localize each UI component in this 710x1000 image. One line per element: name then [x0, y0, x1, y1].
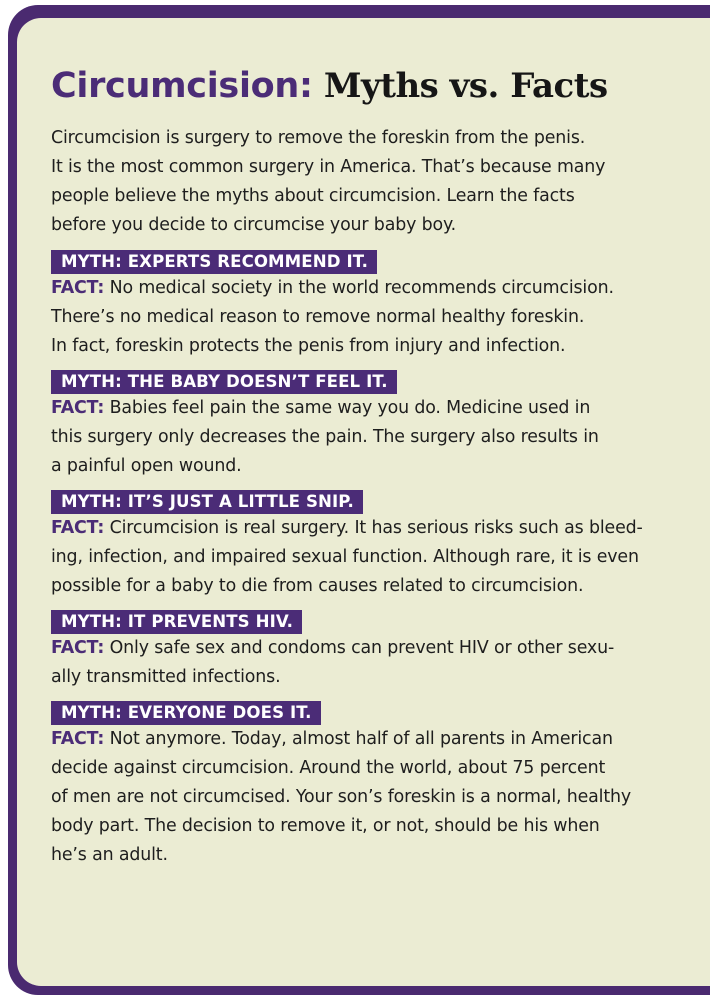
fact-line: of men are not circumcised. Your son’s foreskin is a normal, healthy [51, 787, 632, 807]
intro-line: people believe the myths about circumcision. Learn the facts [51, 186, 575, 206]
fact-text: Babies feel pain the same way you do. Medicine used in [104, 398, 591, 418]
title-topic: Circumcision: [51, 66, 313, 106]
fact-line: In fact, foreskin protects the penis from injury and infection. [51, 336, 566, 356]
intro-line: Circumcision is surgery to remove the foreskin from the penis. [51, 128, 586, 148]
intro-line: before you decide to circumcise your baby boy. [51, 215, 457, 235]
fact-line: ally transmitted infections. [51, 667, 281, 687]
page-title [51, 58, 671, 114]
fact-line [51, 394, 671, 423]
fact-paragraph [51, 634, 671, 692]
card-content [51, 58, 671, 870]
fact-line: this surgery only decreases the pain. The surgery also results in [51, 427, 599, 447]
fact-text: Only safe sex and condoms can prevent HIV or other sexu- [104, 638, 615, 658]
intro-paragraph [51, 124, 671, 240]
fact-label: FACT: [51, 518, 105, 538]
fact-line: ing, infection, and impaired sexual function. Although rare, it is even [51, 547, 639, 567]
fact-line: he’s an adult. [51, 845, 168, 865]
fact-line: a painful open wound. [51, 456, 242, 476]
myth-banner: MYTH: IT’S JUST A LITTLE SNIP. [51, 490, 363, 514]
fact-line [51, 634, 671, 663]
fact-line [51, 514, 671, 543]
intro-line: It is the most common surgery in America. That’s because many [51, 157, 606, 177]
fact-label: FACT: [51, 638, 105, 658]
fact-paragraph [51, 394, 671, 481]
myth-banner: MYTH: EXPERTS RECOMMEND IT. [51, 250, 377, 274]
myth-banner: MYTH: THE BABY DOESN’T FEEL IT. [51, 370, 397, 394]
fact-text: Circumcision is real surgery. It has serious risks such as bleed- [104, 518, 643, 538]
myth-section-hiv [51, 610, 671, 692]
fact-text: Not anymore. Today, almost half of all parents in American [104, 729, 613, 749]
fact-label: FACT: [51, 729, 105, 749]
fact-line: possible for a baby to die from causes related to circumcision. [51, 576, 584, 596]
title-subtitle: Myths vs. Facts [323, 66, 608, 106]
fact-label: FACT: [51, 398, 105, 418]
myth-section-snip [51, 490, 671, 601]
myth-banner: MYTH: EVERYONE DOES IT. [51, 701, 321, 725]
fact-line: body part. The decision to remove it, or not, should be his when [51, 816, 600, 836]
myth-section-pain [51, 370, 671, 481]
myth-banner: MYTH: IT PREVENTS HIV. [51, 610, 302, 634]
fact-paragraph [51, 725, 671, 870]
fact-text: No medical society in the world recommends circumcision. [104, 278, 614, 298]
fact-line [51, 725, 671, 754]
fact-label: FACT: [51, 278, 105, 298]
fact-line: decide against circumcision. Around the world, about 75 percent [51, 758, 606, 778]
myth-section-everyone [51, 701, 671, 870]
fact-paragraph [51, 514, 671, 601]
fact-line [51, 274, 671, 303]
fact-paragraph [51, 274, 671, 361]
myth-section-experts [51, 250, 671, 361]
fact-line: There’s no medical reason to remove normal healthy foreskin. [51, 307, 585, 327]
